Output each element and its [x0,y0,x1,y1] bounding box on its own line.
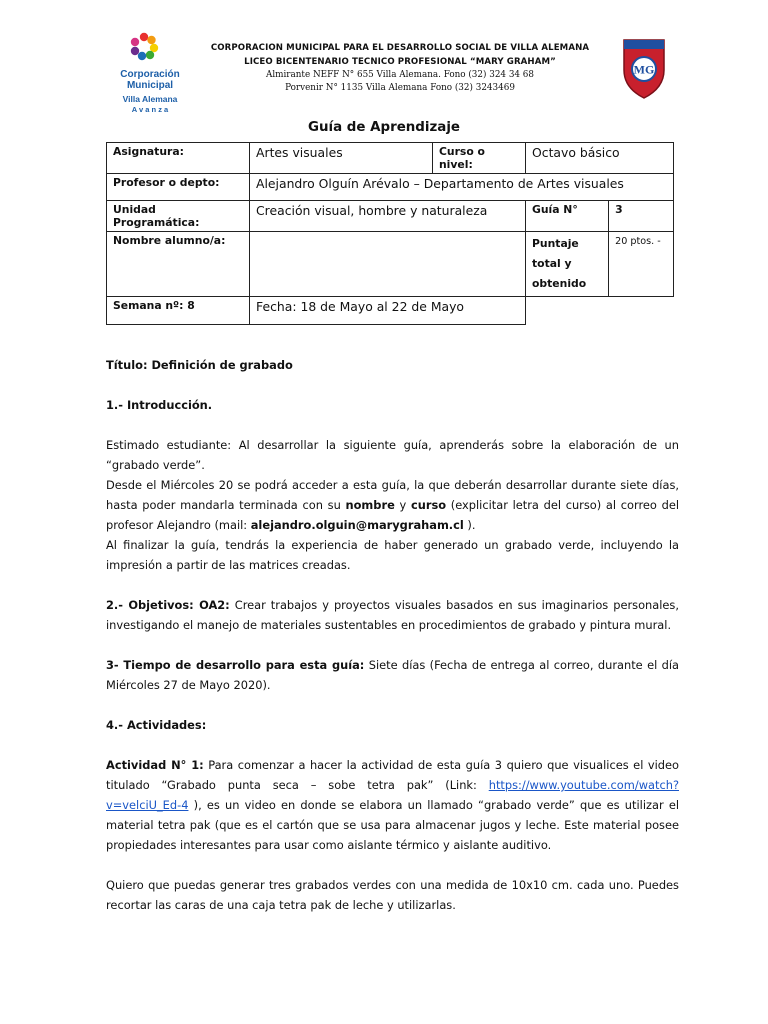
svg-text:Municipal: Municipal [126,80,174,91]
fecha-value: Fecha: 18 de Mayo al 22 de Mayo [250,297,526,325]
asignatura-label: Asignatura: [107,143,250,174]
header-line-4: Porvenir N° 1135 Villa Alemana Fono (32) 3243469 [285,83,515,93]
header-line-2: LICEO BICENTENARIO TECNICO PROFESIONAL “MARY GRAHAM” [244,57,556,67]
guide-subtitle: Título: Definición de grabado [106,358,293,372]
activity-1-paragraph: Actividad N° 1: Para comenzar a hacer la actividad de esta guía 3 quiero que visualices el video titulado “Grabado punta seca – sobe tetra pak” (Link: https://www.youtube.com/watch?v=velciU_Ed-4 ), es un video en donde se elabora un llamado “grabado verde” que es utilizar el material tetra pak (que es el cartón que se usa para almacenar jugos y leche. Este material posee propiedades interesantes para usar como aislante térmico y aislante auditivo. [106,758,679,852]
activities-heading: 4.- Actividades: [106,718,207,732]
activity-1-paragraph-2: Quiero que puedas generar tres grabados verdes con una medida de 10x10 cm. cada uno. Puedes recortar las caras de una caja tetra pak de leche y utilizarlas. [106,878,679,912]
curso-value: Octavo básico [526,143,674,174]
header-line-3: Almirante NEFF N° 655 Villa Alemana. Fono (32) 324 34 68 [265,70,535,80]
objectives-paragraph: 2.- Objetivos: OA2: Crear trabajos y proyectos visuales basados en sus imaginarios personales, investigando el manejo de materiales sustentables en procedimientos de grabado y pintura mural. [106,598,679,632]
svg-text:MG: MG [633,62,655,77]
header-line-1: CORPORACION MUNICIPAL PARA EL DESARROLLO SOCIAL DE VILLA ALEMANA [210,43,590,53]
nombre-value [250,232,526,297]
svg-text:Corporación: Corporación [120,69,180,80]
puntaje-value: 20 ptos. - [609,232,674,297]
teacher-email: alejandro.olguin@marygraham.cl [250,518,464,532]
mary-graham-crest [620,36,668,102]
svg-text:A v a n z a: A v a n z a [131,105,169,114]
guide-body [106,355,679,915]
intro-heading: 1.- Introducción. [106,398,213,412]
profesor-label: Profesor o depto: [107,174,250,201]
guia-value: 3 [609,201,674,232]
info-table [106,142,674,325]
unidad-value: Creación visual, hombre y naturaleza [250,201,526,232]
intro-paragraph-3: Al finalizar la guía, tendrás la experiencia de haber generado un grabado verde, incluyendo la impresión a partir de las matrices creadas. [106,538,679,572]
youtube-link[interactable]: https://www.youtube.com/watch?v=velciU_Ed-4 [106,778,679,812]
intro-paragraph-2: Desde el Miércoles 20 se podrá acceder a esta guía, la que deberán desarrollar durante siete días, hasta poder mandarla terminada con su nombre y curso (explicitar letra del curso) al correo del profesor Alejandro (mail: alejandro.olguin@marygraham.cl ). [106,478,679,532]
school-header [190,41,610,95]
semana-label: Semana nº: 8 [107,297,250,325]
intro-paragraph-1: Estimado estudiante: Al desarrollar la siguiente guía, aprenderás sobre la elaboración de un “grabado verde”. [106,438,679,472]
asignatura-value: Artes visuales [250,143,433,174]
page-title: Guía de Aprendizaje [308,120,460,135]
curso-label: Curso o nivel: [433,143,526,174]
svg-text:Villa Alemana: Villa Alemana [122,94,178,104]
puntaje-label: Puntaje total y obtenido [526,232,609,297]
time-paragraph: 3- Tiempo de desarrollo para esta guía: Siete días (Fecha de entrega al correo, durante el día Miércoles 27 de Mayo 2020). [106,658,679,692]
profesor-value: Alejandro Olguín Arévalo – Departamento de Artes visuales [250,174,674,201]
corporacion-municipal-logo [110,30,190,122]
unidad-label: Unidad Programática: [107,201,250,232]
nombre-label: Nombre alumno/a: [107,232,250,297]
guia-label: Guía N° [526,201,609,232]
